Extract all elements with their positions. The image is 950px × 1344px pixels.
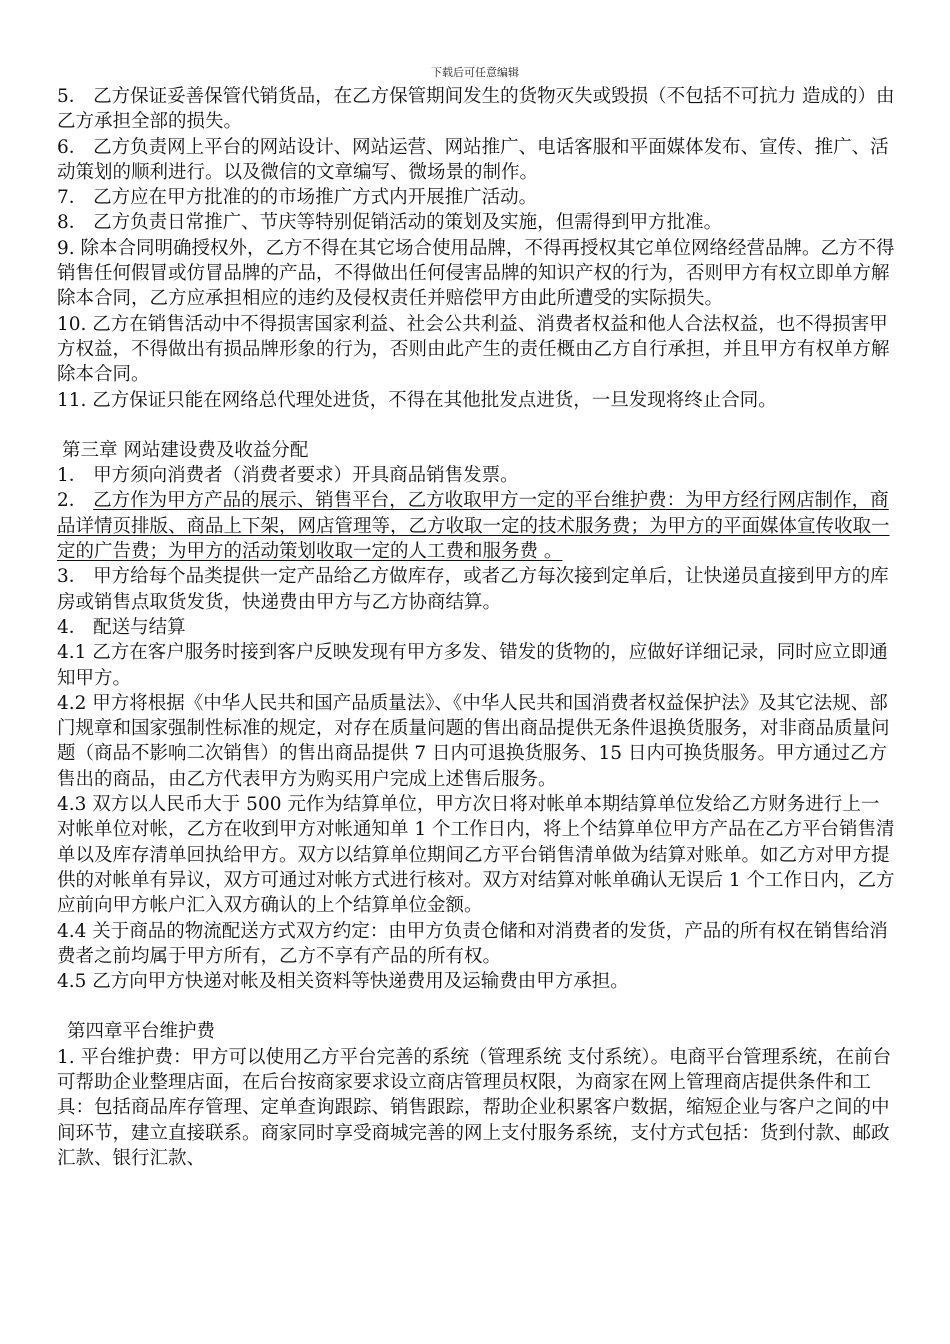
chapter-3-item-3: 3． 甲方给每个品类提供一定产品给乙方做库存，或者乙方每次接到定单后，让快递员直接到甲方的库房或销售点取货发货，快递费由甲方与乙方协商结算。 bbox=[57, 566, 889, 613]
chapter-3-item-4: 4． 配送与结算 bbox=[57, 616, 186, 638]
chapter-3-item-4-4: 4.4 关于商品的物流配送方式双方约定：由甲方负责仓储和对消费者的发货，产品的所有权在销售给消费者之前均属于甲方所有，乙方不享有产品的所有权。 bbox=[57, 920, 888, 967]
chapter-3-item-2 bbox=[57, 488, 897, 564]
chapter-3-item-2-underlined-text: 乙方作为甲方产品的展示、销售平台，乙方收取甲方一定的平台维护费：为甲方经行网店制作，商品详情页排版、商品上下架，网店管理等，乙方收取一定的技术服务费；为甲方的平面媒体宣传收取一定的广告费；为甲方的活动策划收取一定的人工费和服务费 。 bbox=[57, 490, 890, 563]
section-gap bbox=[57, 994, 897, 1019]
clause-11: 11. 乙方保证只能在网络总代理处进货，不得在其他批发点进货，一旦发现将终止合同。 bbox=[57, 389, 777, 411]
chapter-3-item-4-2: 4.2 甲方将根据《中华人民共和国产品质量法》、《中华人民共和国消费者权益保护法》及其它法规、部门规章和国家强制性标准的规定，对存在质量问题的售出商品提供无条件退换货服务，对非商品质量问题（商品不影响二次销售）的售出商品提供 7 日内可退换货服务、15 日内可换货服务。甲方通过乙方售出的商品，由乙方代表甲方为购买用户完成上述售后服务。 bbox=[57, 692, 890, 790]
clause-8: 8． 乙方负责日常推广、节庆等特别促销活动的策划及实施，但需得到甲方批准。 bbox=[57, 212, 723, 234]
clause-10: 10. 乙方在销售活动中不得损害国家利益、社会公共利益、消费者权益和他人合法权益，也不得损害甲方权益，不得做出有损品牌形象的行为，否则由此产生的责任概由乙方自行承担，并且甲方有权单方解除本合同。 bbox=[57, 313, 890, 386]
chapter-3-item-2-number: 2． bbox=[57, 490, 94, 512]
chapter-4-title: 第四章平台维护费 bbox=[67, 1021, 216, 1043]
page-header: 下载后可任意编辑 bbox=[431, 66, 519, 79]
clause-5: 5． 乙方保证妥善保管代销货品，在乙方保管期间发生的货物灭失或毁损（不包括不可抗力 造成的）由乙方承担全部的损失。 bbox=[57, 86, 895, 133]
chapter-3-item-4-5: 4.5 乙方向甲方快递对帐及相关资料等快递费用及运输费由甲方承担。 bbox=[57, 971, 629, 993]
clause-6: 6． 乙方负责网上平台的网站设计、网站运营、网站推广、电话客服和平面媒体发布、宣传、推广、活动策划的顺利进行。以及微信的文章编写、微场景的制作。 bbox=[57, 136, 889, 183]
chapter-4-item-1: 1. 平台维护费：甲方可以使用乙方平台完善的系统（管理系统 支付系统）。电商平台管理系统，在前台可帮助企业整理店面，在后台按商家要求设立商店管理员权限，为商家在网上管理商店提供条件和工具：包括商品库存管理、定单查询跟踪、销售跟踪，帮助企业积累客户数据，缩短企业与客户之间的中间环节，建立直接联系。商家同时享受商城完善的网上支付服务系统，支付方式包括：货到付款、邮政汇款、银行汇款、 bbox=[57, 1046, 892, 1169]
section-gap bbox=[57, 413, 897, 438]
chapter-3-title: 第三章 网站建设费及收益分配 bbox=[62, 439, 309, 461]
chapter-3-item-4-3: 4.3 双方以人民币大于 500 元作为结算单位，甲方次日将对帐单本期结算单位发给乙方财务进行上一对帐单位对帐，乙方在收到甲方对帐通知单 1 个工作日内，将上个结算单位甲方产品在乙方平台销售清单以及库存清单回执给甲方。双方以结算单位期间乙方平台销售清单做为结算对账单。如乙方对甲方提供的对帐单有异议，双方可通过对帐方式进行核对。双方对结算对帐单确认无误后 1 个工作日内，乙方应前向甲方帐户汇入双方确认的上个结算单位金额。 bbox=[57, 794, 895, 917]
chapter-3-item-4-1: 4.1 乙方在客户服务时接到客户反映发现有甲方多发、错发的货物的，应做好详细记录，同时应立即通知甲方。 bbox=[57, 642, 888, 689]
chapter-3-item-1: 1． 甲方须向消费者（消费者要求）开具商品销售发票。 bbox=[57, 465, 519, 487]
clause-7: 7． 乙方应在甲方批准的的市场推广方式内开展推广活动。 bbox=[57, 187, 538, 209]
clause-9: 9. 除本合同明确授权外，乙方不得在其它场合使用品牌，不得再授权其它单位网络经营品牌。乙方不得销售任何假冒或仿冒品牌的产品，不得做出任何侵害品牌的知识产权的行为，否则甲方有权立即单方解除本合同，乙方应承担相应的违约及侵权责任并赔偿甲方由此所遭受的实际损失。 bbox=[57, 237, 895, 310]
document-body bbox=[57, 84, 897, 1171]
